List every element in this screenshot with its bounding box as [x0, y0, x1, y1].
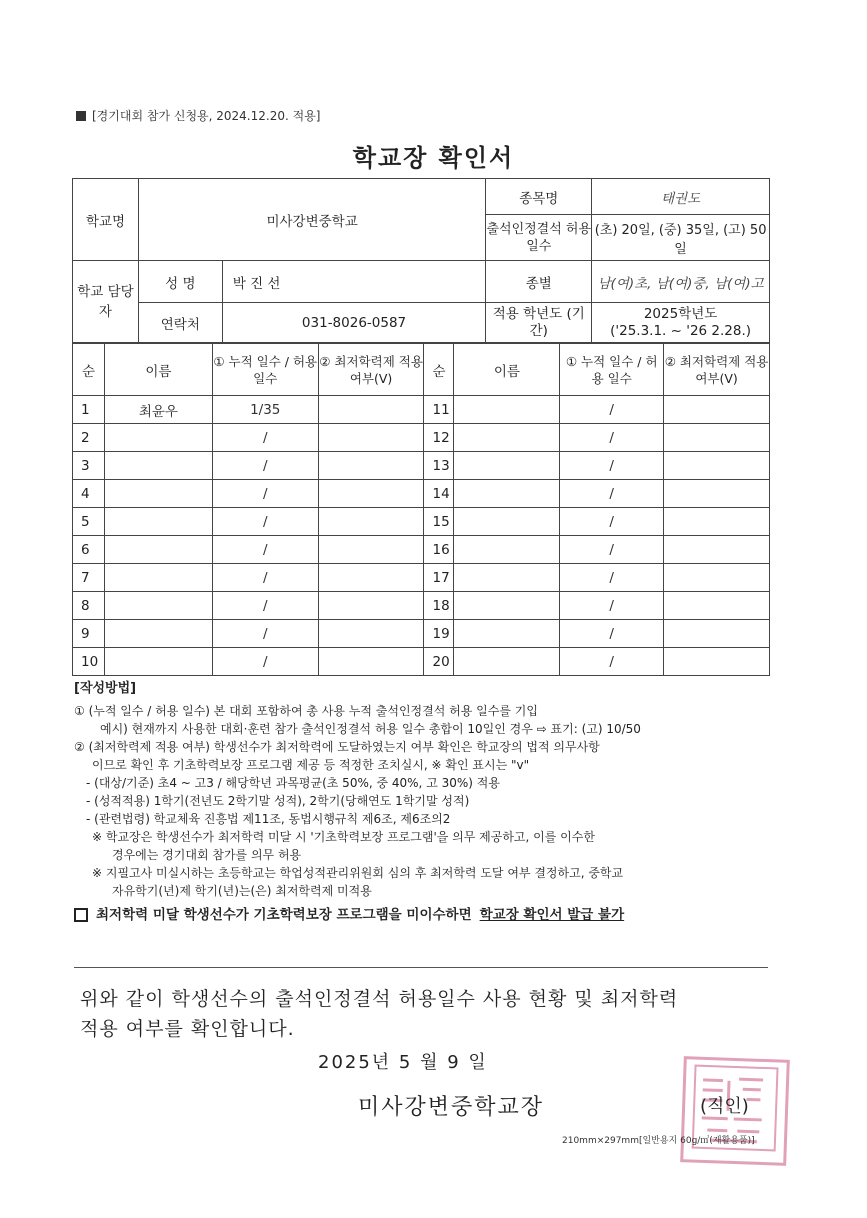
roster-cell-days: /: [560, 648, 664, 676]
roster-cell-no: 5: [73, 508, 105, 536]
table-row: [73, 564, 770, 592]
roster-cell-name: 최윤우: [104, 396, 212, 424]
confirmation-statement: [80, 984, 780, 1044]
roster-cell-min: [664, 452, 770, 480]
roster-cell-no: 17: [424, 564, 454, 592]
roster-cell-days: /: [212, 480, 318, 508]
roster-cell-name: [454, 536, 560, 564]
notice-text: 최저학력 미달 학생선수가 기초학력보장 프로그램을 미이수하면: [96, 907, 472, 923]
table-row: [73, 536, 770, 564]
roster-cell-days: /: [560, 620, 664, 648]
document-title: 학교장 확인서: [352, 144, 515, 172]
roster-cell-name: [104, 536, 212, 564]
year-cell: [592, 303, 770, 343]
instructions-section: [74, 680, 774, 924]
seal-label: (직인): [700, 1096, 749, 1117]
form-header-note: [76, 107, 320, 124]
roster-cell-min: [318, 648, 424, 676]
roster-cell-no: 18: [424, 592, 454, 620]
paper-spec-note: 210mm×297mm[일반용지 60g/㎡(재활용품)]: [562, 1136, 755, 1146]
roster-cell-name: [104, 424, 212, 452]
gender-value: 남(여)초, 남(여)중, 남(여)고: [592, 261, 770, 303]
square-bullet-icon: [76, 111, 86, 121]
roster-cell-min: [664, 648, 770, 676]
roster-cell-name: [104, 620, 212, 648]
roster-cell-days: /: [560, 452, 664, 480]
roster-cell-min: [318, 480, 424, 508]
sport-value: 태권도: [592, 179, 770, 215]
instruction-line: ② (최저학력제 적용 여부) 학생선수가 최저학력에 도달하였는지 여부 확인은 학교장의 법적 의무사항: [74, 740, 600, 754]
roster-cell-no: 8: [73, 592, 105, 620]
roster-cell-min: [318, 536, 424, 564]
roster-cell-min: [318, 564, 424, 592]
roster-cell-days: /: [212, 564, 318, 592]
instruction-line: 경우에는 경기대회 참가를 의무 허용: [112, 848, 302, 862]
roster-cell-name: [454, 564, 560, 592]
header-name-right: 이름: [454, 344, 560, 396]
roster-cell-days: /: [212, 536, 318, 564]
roster-cell-name: [104, 480, 212, 508]
notice-emphasis: 학교장 확인서 발급 불가: [479, 907, 625, 923]
roster-cell-name: [454, 592, 560, 620]
roster-header-row: [73, 344, 770, 396]
roster-cell-min: [664, 396, 770, 424]
roster-cell-name: [454, 424, 560, 452]
roster-cell-days: /: [560, 480, 664, 508]
school-label: 학교명: [73, 179, 139, 261]
checkbox-bullet-icon: [74, 908, 88, 922]
roster-cell-min: [664, 424, 770, 452]
roster-cell-no: 9: [73, 620, 105, 648]
table-row: [73, 396, 770, 424]
roster-cell-min: [318, 592, 424, 620]
instructions-title: [작성방법]: [74, 681, 137, 696]
roster-cell-no: 12: [424, 424, 454, 452]
roster-cell-min: [318, 424, 424, 452]
year-period: ('25.3.1. ~ '26 2.28.): [610, 322, 752, 339]
table-row: [73, 480, 770, 508]
roster-cell-name: [104, 592, 212, 620]
roster-cell-days: /: [212, 424, 318, 452]
roster-cell-name: [454, 508, 560, 536]
principal-signature: 미사강변중학교장: [358, 1095, 545, 1120]
roster-cell-no: 20: [424, 648, 454, 676]
roster-cell-name: [104, 508, 212, 536]
roster-cell-days: /: [212, 452, 318, 480]
roster-cell-min: [664, 480, 770, 508]
roster-cell-no: 4: [73, 480, 105, 508]
header-note-text: [경기대회 참가 신청용, 2024.12.20. 적용]: [92, 109, 321, 123]
issue-date: 2025년 5 월 9 일: [318, 1052, 488, 1073]
instruction-line: ① (누적 일수 / 허용 일수) 본 대회 포함하여 총 사용 누적 출석인정결석 허용 일수를 기입: [74, 704, 538, 718]
roster-cell-min: [318, 508, 424, 536]
header-min-right: ② 최저학력제 적용 여부(V): [664, 344, 770, 396]
instruction-line: 예시) 현재까지 사용한 대회·훈련 참가 출석인정결석 허용 일수 총합이 10일인 경우 ⇨ 표기: (고) 10/50: [100, 722, 641, 736]
confirmation-line-2: 적용 여부를 확인합니다.: [80, 1018, 295, 1040]
roster-cell-days: /: [212, 648, 318, 676]
roster-cell-no: 6: [73, 536, 105, 564]
roster-cell-days: /: [560, 564, 664, 592]
roster-cell-days: /: [560, 508, 664, 536]
roster-cell-no: 11: [424, 396, 454, 424]
absence-label: 출석인정결석 허용 일수: [486, 215, 592, 261]
header-days: ① 누적 일수 / 허용 일수: [212, 344, 318, 396]
roster-cell-days: /: [212, 508, 318, 536]
roster-cell-name: [454, 620, 560, 648]
roster-cell-days: /: [560, 396, 664, 424]
instruction-line: ※ 학교장은 학생선수가 최저학력 미달 시 '기초학력보장 프로그램'을 의무 제공하고, 이를 이수한: [92, 830, 595, 844]
instruction-line: - (관련법령) 학교체육 진흥법 제11조, 동법시행규칙 제6조, 제6조의2: [86, 812, 451, 826]
roster-cell-no: 1: [73, 396, 105, 424]
roster-cell-days: /: [560, 592, 664, 620]
roster-cell-no: 10: [73, 648, 105, 676]
year-value: 2025학년도: [643, 305, 718, 322]
roster-cell-min: [664, 508, 770, 536]
confirmation-line-1: 위와 같이 학생선수의 출석인정결석 허용일수 사용 현황 및 최저학력: [80, 988, 679, 1010]
manager-label: 학교 담당자: [73, 261, 139, 343]
roster-cell-days: /: [212, 592, 318, 620]
table-row: [73, 508, 770, 536]
sport-label: 종목명: [486, 179, 592, 215]
roster-cell-name: [454, 396, 560, 424]
name-value: 박 진 선: [222, 261, 486, 303]
roster-cell-no: 2: [73, 424, 105, 452]
info-table: [72, 178, 770, 343]
roster-cell-name: [104, 452, 212, 480]
roster-cell-no: 7: [73, 564, 105, 592]
roster-cell-name: [454, 648, 560, 676]
roster-cell-no: 16: [424, 536, 454, 564]
header-name: 이름: [104, 344, 212, 396]
roster-cell-days: /: [560, 536, 664, 564]
header-min: ② 최저학력제 적용 여부(V): [318, 344, 424, 396]
roster-cell-min: [664, 620, 770, 648]
roster-cell-days: 1/35: [212, 396, 318, 424]
roster-cell-min: [318, 396, 424, 424]
table-row: [73, 648, 770, 676]
table-row: [73, 592, 770, 620]
table-row: [73, 424, 770, 452]
table-row: [73, 452, 770, 480]
athlete-roster-table: [72, 343, 770, 676]
instruction-line: - (성적적용) 1학기(전년도 2학기말 성적), 2학기(당해연도 1학기말 성적): [86, 794, 470, 808]
contact-label: 연락처: [138, 303, 222, 343]
gender-label: 종별: [486, 261, 592, 303]
header-no: 순: [73, 344, 105, 396]
roster-cell-min: [318, 452, 424, 480]
contact-value: 031-8026-0587: [222, 303, 486, 343]
roster-cell-min: [318, 620, 424, 648]
roster-cell-no: 13: [424, 452, 454, 480]
instruction-line: 자유학기(년)제 학기(년)는(은) 최저학력제 미적용: [112, 884, 372, 898]
roster-cell-min: [664, 536, 770, 564]
roster-cell-name: [454, 480, 560, 508]
instruction-line: ※ 지필고사 미실시하는 초등학교는 학업성적관리위원회 심의 후 최저학력 도달 여부 결정하고, 중학교: [92, 866, 624, 880]
roster-cell-days: /: [560, 424, 664, 452]
name-label: 성 명: [138, 261, 222, 303]
roster-cell-min: [664, 564, 770, 592]
roster-cell-name: [454, 452, 560, 480]
divider: [74, 967, 768, 968]
instruction-line: 이므로 확인 후 기초학력보장 프로그램 제공 등 적정한 조치실시, ※ 확인 표시는 "v": [92, 758, 530, 772]
year-label: 적용 학년도 (기간): [486, 303, 592, 343]
roster-cell-min: [664, 592, 770, 620]
roster-cell-no: 19: [424, 620, 454, 648]
instruction-line: - (대상/기준) 초4 ~ 고3 / 해당학년 과목평균(초 50%, 중 40%, 고 30%) 적용: [86, 776, 500, 790]
roster-cell-days: /: [212, 620, 318, 648]
header-days-right: ① 누적 일수 / 허용 일수: [560, 344, 664, 396]
roster-cell-no: 14: [424, 480, 454, 508]
school-name: 미사강변중학교: [138, 179, 485, 261]
header-no-right: 순: [424, 344, 454, 396]
roster-cell-name: [104, 564, 212, 592]
roster-cell-name: [104, 648, 212, 676]
roster-cell-no: 15: [424, 508, 454, 536]
roster-cell-no: 3: [73, 452, 105, 480]
issuance-notice: [74, 906, 774, 924]
table-row: [73, 620, 770, 648]
absence-value: (초) 20일, (중) 35일, (고) 50일: [592, 215, 770, 261]
